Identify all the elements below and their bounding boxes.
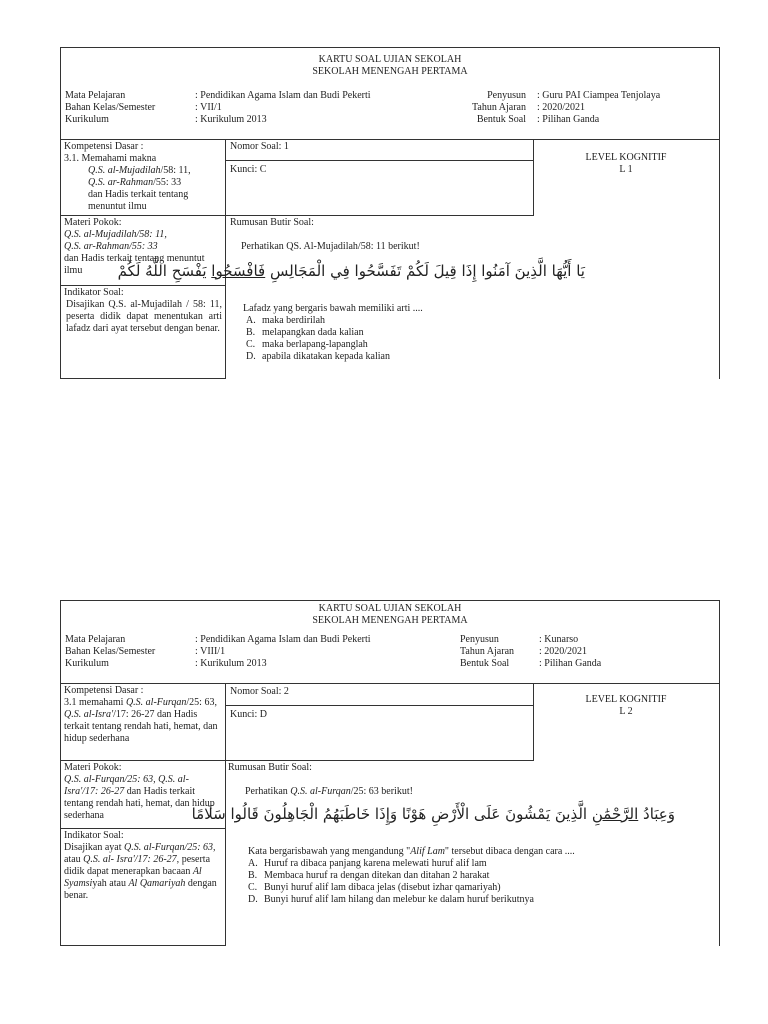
option-text: melapangkan dada kalian (262, 327, 364, 338)
term: Alif Lam (410, 846, 445, 857)
option-key: B. (246, 327, 256, 338)
level-kognitif-label: LEVEL KOGNITIF (585, 694, 667, 705)
kunci-cell (225, 160, 534, 216)
arabic-text: يَا أَيُّهَا الَّذِينَ آمَنُوا إِذَا قِيلَ لَكُمْ تَفَسَّحُوا فِي الْمَجَالِسِ (265, 262, 585, 280)
question-text: Lafadz yang bergaris bawah memiliki arti .... (243, 303, 423, 314)
label: Tahun Ajaran (471, 102, 526, 113)
option-b (246, 327, 390, 339)
materi-label: Materi Pokok: (64, 217, 122, 228)
nomor-soal-cell (225, 139, 534, 161)
label: Penyusun (487, 90, 526, 101)
kd-text (64, 165, 222, 189)
arabic-verse (191, 804, 675, 824)
kompetensi-dasar-cell (60, 683, 226, 761)
value: : Guru PAI Ciampea Tenjolaya (537, 90, 661, 101)
option-key: A. (246, 315, 256, 326)
option-a (248, 858, 534, 870)
level-kognitif-value: L 2 (619, 706, 633, 717)
label: Tahun Ajaran (460, 646, 515, 657)
label: Penyusun (460, 634, 499, 645)
arabic-underlined: الرَّحْمَٰنِ (591, 805, 639, 823)
arabic-text: وَعِبَادُ (638, 805, 675, 823)
text: atau (64, 854, 84, 865)
option-key: C. (246, 339, 256, 350)
rumusan-label: Rumusan Butir Soal: (228, 762, 312, 773)
indikator-label: Indikator Soal: (64, 287, 124, 298)
kd-text-part: /17: 26-27 dan Hadis terkait tentang rendah hati, hemat, dan hidup sederhana (64, 709, 218, 744)
indikator-text (64, 842, 222, 902)
nomor-soal-cell (225, 683, 534, 706)
school-level: SEKOLAH MENENGAH PERTAMA (312, 615, 468, 626)
option-c (248, 882, 534, 894)
kunci-jawaban: Kunci: D (230, 709, 267, 720)
options-list (248, 858, 534, 906)
card-header (60, 600, 720, 684)
card-title: KARTU SOAL UJIAN SEKOLAH (318, 603, 462, 614)
label: Bahan Kelas/Semester (65, 102, 156, 113)
option-text: Bunyi huruf alif lam dibaca jelas (disebut izhar qamariyah) (264, 882, 501, 893)
nomor-soal: Nomor Soal: 2 (230, 686, 289, 697)
header-labels-left (65, 90, 155, 126)
kd-ref: Q.S. ar-Rahman (88, 177, 154, 188)
ref: Q.S. al-Furqan (290, 786, 351, 797)
question-stem: Perhatikan QS. Al-Mujadilah/58: 11 berikut! (241, 241, 420, 252)
kompetensi-dasar-cell (60, 139, 226, 216)
label: Kurikulum (65, 114, 109, 125)
value: : Pilihan Ganda (537, 114, 600, 125)
term: Al Syamsi (64, 866, 202, 889)
kd-label: Kompetensi Dasar : (64, 685, 144, 696)
header-labels-right (456, 90, 526, 126)
question-stem (245, 786, 413, 798)
nomor-soal: Nomor Soal: 1 (230, 141, 289, 152)
materi-ref: Q.S. al-Furqan/25: 63, Q.S. al- Isra'/17: 26-27 (64, 774, 189, 797)
option-text: maka berlapang-lapanglah (262, 339, 368, 350)
kd-ref-num: /25: 63, (186, 697, 217, 708)
options-list (246, 315, 390, 363)
kd-text: 3.1. Memahami makna (64, 153, 157, 164)
ref: Q.S. al- Isra'/17: 26-27, (83, 854, 180, 865)
kd-ref: Q.S. al-Mujadilah (88, 165, 161, 176)
kunci-cell (225, 705, 534, 761)
option-text: Bunyi huruf alif lam hilang dan melebur ke dalam huruf berikutnya (264, 894, 534, 905)
header-labels-left (65, 634, 155, 670)
value: : VIII/1 (195, 646, 226, 657)
materi-label: Materi Pokok: (64, 762, 122, 773)
value: : Kurikulum 2013 (195, 658, 267, 669)
text: yah atau (92, 878, 129, 889)
value: : Pilihan Ganda (539, 658, 602, 669)
label: Bentuk Soal (476, 114, 526, 125)
value: : VII/1 (195, 102, 222, 113)
value: : Kunarso (539, 634, 579, 645)
option-d (246, 351, 390, 363)
value: : Kurikulum 2013 (195, 114, 267, 125)
option-key: C. (248, 882, 258, 893)
value: : 2020/2021 (537, 102, 586, 113)
option-text: apabila dikatakan kepada kalian (262, 351, 390, 362)
option-key: D. (246, 351, 256, 362)
header-labels-right (460, 634, 514, 670)
option-text: maka berdirilah (262, 315, 326, 326)
label: Mata Pelajaran (65, 90, 126, 101)
materi-text: dan Hadis terkait tentang menuntut ilmu (64, 253, 205, 276)
kd-text (64, 697, 222, 745)
option-text: Huruf ra dibaca panjang karena melewati huruf alif lam (264, 858, 487, 869)
question-text (248, 846, 575, 858)
label: Bahan Kelas/Semester (65, 646, 156, 657)
level-kognitif-label: LEVEL KOGNITIF (585, 152, 667, 163)
header-values-left (195, 90, 371, 126)
value: : Pendidikan Agama Islam dan Budi Pekerti (195, 90, 371, 101)
text: dengan benar. (64, 878, 217, 901)
label: Mata Pelajaran (65, 634, 126, 645)
kd-label: Kompetensi Dasar : (64, 141, 144, 152)
rumusan-label: Rumusan Butir Soal: (230, 217, 314, 228)
header-values-right (539, 634, 601, 670)
materi-text-part: dan Hadis terkait tentang rendah hati, hemat, dan hidup sederhana (64, 786, 215, 821)
level-kognitif-value: L 1 (619, 164, 633, 175)
arabic-underlined: فَافْسَحُوا (211, 262, 266, 280)
header-values-left (195, 634, 371, 670)
kd-ref-num: /55: 33 (153, 177, 182, 188)
level-kognitif-cell (533, 139, 720, 379)
value: : Pendidikan Agama Islam dan Budi Pekerti (195, 634, 371, 645)
arabic-text: الَّذِينَ يَمْشُونَ عَلَى الْأَرْضِ هَوْنًا وَإِذَا خَاطَبَهُمُ الْجَاهِلُونَ قَالُوا سَلَامًا (191, 805, 592, 823)
divider (225, 215, 226, 379)
text: Kata bergarisbawah yang mengandung " (248, 846, 411, 857)
option-d (248, 894, 534, 906)
indikator-label: Indikator Soal: (64, 830, 124, 841)
text: " tersebut dibaca dengan cara .... (444, 846, 575, 857)
option-c (246, 339, 390, 351)
option-b (248, 870, 534, 882)
kd-ref-num: /58: 11, (160, 165, 191, 176)
kunci-jawaban: Kunci: C (230, 164, 267, 175)
option-a (246, 315, 390, 327)
label: Kurikulum (65, 658, 109, 669)
kd-text: dan Hadis terkait tentang menuntut ilmu (88, 189, 189, 212)
term: Al Qamariyah (128, 878, 186, 889)
text: peserta didik dapat menerapkan bacaan (64, 854, 211, 877)
option-text: Membaca huruf ra dengan ditekan dan ditahan 2 harakat (264, 870, 490, 881)
kd-ref: Q.S. al-Isra' (64, 709, 114, 720)
indikator-text: Disajikan Q.S. al-Mujadilah / 58: 11, peserta didik dapat menentukan arti lafadz dari ayat tersebut dengan benar. (66, 299, 222, 334)
kd-ref: Q.S. al-Furqan (125, 697, 187, 708)
label: Bentuk Soal (460, 658, 510, 669)
value: : 2020/2021 (539, 646, 588, 657)
option-key: B. (248, 870, 258, 881)
materi-ref: Q.S. al-Mujadilah/58: 11, (64, 229, 167, 240)
materi-ref: Q.S. ar-Rahman/55: 33 (64, 241, 158, 252)
option-key: A. (248, 858, 258, 869)
indikator-soal-cell (60, 285, 226, 379)
arabic-text: يَفْسَحِ اللَّهُ لَكُمْ (117, 262, 212, 280)
text: Disajikan ayat (64, 842, 124, 853)
indikator-soal-cell (60, 828, 226, 946)
card-header (60, 47, 720, 140)
card-title: KARTU SOAL UJIAN SEKOLAH (318, 54, 462, 65)
school-level: SEKOLAH MENENGAH PERTAMA (312, 66, 468, 77)
kd-text-part: 3.1 memahami (64, 697, 124, 708)
ref: Q.S. al-Furqan/25: 63, (123, 842, 216, 853)
text: /25: 63 berikut! (350, 786, 413, 797)
text: Perhatikan (245, 786, 291, 797)
arabic-verse (117, 261, 585, 281)
option-key: D. (248, 894, 258, 905)
header-values-right (537, 90, 660, 126)
